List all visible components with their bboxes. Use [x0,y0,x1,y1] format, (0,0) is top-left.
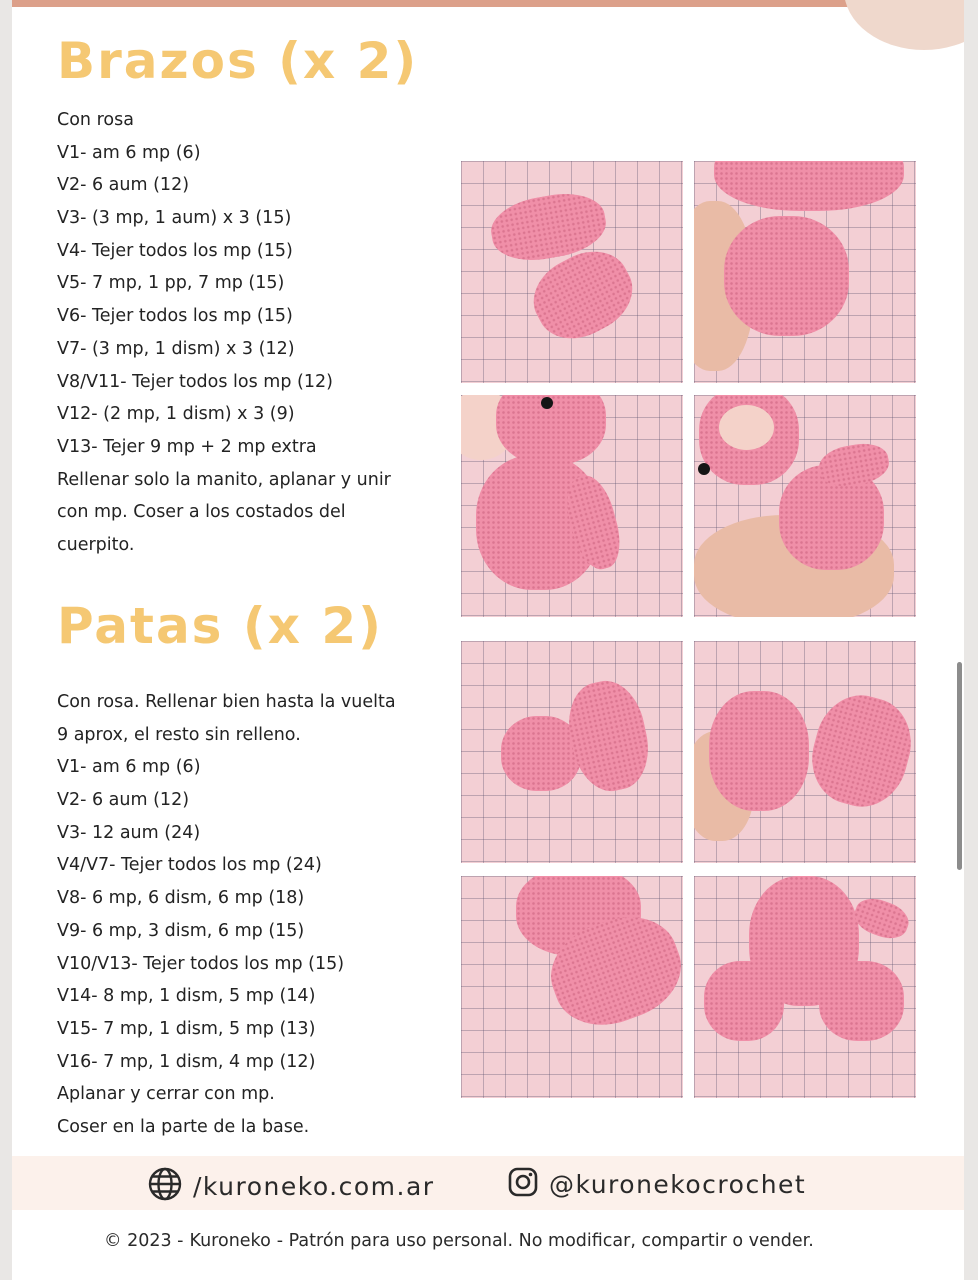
instruction-line: cuerpito. [57,534,135,555]
usage-notice: - Patrón para uso personal. No modificar, compartir o vender. [276,1231,814,1251]
instruction-line: Aplanar y cerrar con mp. [57,1084,275,1105]
instruction-line: con mp. Coser a los costados del [57,502,346,523]
copyright-year: © 2023 - [104,1231,184,1251]
photo-bear-side [461,395,683,617]
instruction-line: V3- 12 aum (24) [57,822,201,843]
instruction-line: V16- 7 mp, 1 dism, 4 mp (12) [57,1051,316,1072]
instruction-line: V13- Tejer 9 mp + 2 mp extra [57,436,317,457]
instruction-line: V10/V13- Tejer todos los mp (15) [57,953,345,974]
photo-arm-sewn [694,161,916,383]
instruction-line: V4- Tejer todos los mp (15) [57,240,293,261]
instruction-line: V7- (3 mp, 1 dism) x 3 (12) [57,338,295,359]
globe-icon [147,1166,183,1207]
instruction-line: V9- 6 mp, 3 dism, 6 mp (15) [57,920,305,941]
patas-heading: Patas (x 2) [57,597,384,655]
instruction-line: Con rosa [57,110,134,130]
instruction-line: V14- 8 mp, 1 dism, 5 mp (14) [57,986,316,1007]
instruction-line: V15- 7 mp, 1 dism, 5 mp (13) [57,1018,316,1039]
instruction-line: Rellenar solo la manito, aplanar y unir [57,469,391,490]
instagram-link[interactable] [507,1166,806,1203]
photo-leg-attached [461,876,683,1098]
instagram-text: @kuronekocrochet [549,1170,807,1199]
scrollbar[interactable] [957,662,962,870]
website-text: /kuroneko.com.ar [193,1172,435,1201]
instruction-line: V4/V7- Tejer todos los mp (24) [57,855,322,876]
photo-arms-pieces [461,161,683,383]
brazos-heading: Brazos (x 2) [57,32,419,90]
instruction-line: V3- (3 mp, 1 aum) x 3 (15) [57,208,292,229]
instruction-line: V1- am 6 mp (6) [57,142,201,163]
photo-bear-seated [694,876,916,1098]
photo-bear-front [694,395,916,617]
instruction-line: V2- 6 aum (12) [57,790,190,811]
photo-legs-sewn [694,641,916,863]
website-link[interactable] [147,1166,435,1207]
pattern-page [12,0,964,1280]
brazos-instructions [57,104,427,562]
instagram-icon [507,1166,539,1203]
patas-instructions [57,686,427,1144]
instruction-line: Coser en la parte de la base. [57,1116,310,1137]
instruction-line: V5- 7 mp, 1 pp, 7 mp (15) [57,273,285,294]
photo-legs-pieces [461,641,683,863]
instruction-line: V1- am 6 mp (6) [57,757,201,778]
copyright-line [104,1231,814,1251]
brand-name: Kuroneko [189,1231,271,1251]
instruction-line: 9 aprox, el resto sin relleno. [57,724,301,745]
top-accent-bar [12,0,964,7]
instruction-line: V8/V11- Tejer todos los mp (12) [57,371,333,392]
corner-decoration [844,0,964,50]
instruction-line: V8- 6 mp, 6 dism, 6 mp (18) [57,888,305,909]
instruction-line: V2- 6 aum (12) [57,175,190,196]
instruction-line: Con rosa. Rellenar bien hasta la vuelta [57,692,396,712]
instruction-line: V6- Tejer todos los mp (15) [57,306,293,327]
instruction-line: V12- (2 mp, 1 dism) x 3 (9) [57,404,295,425]
